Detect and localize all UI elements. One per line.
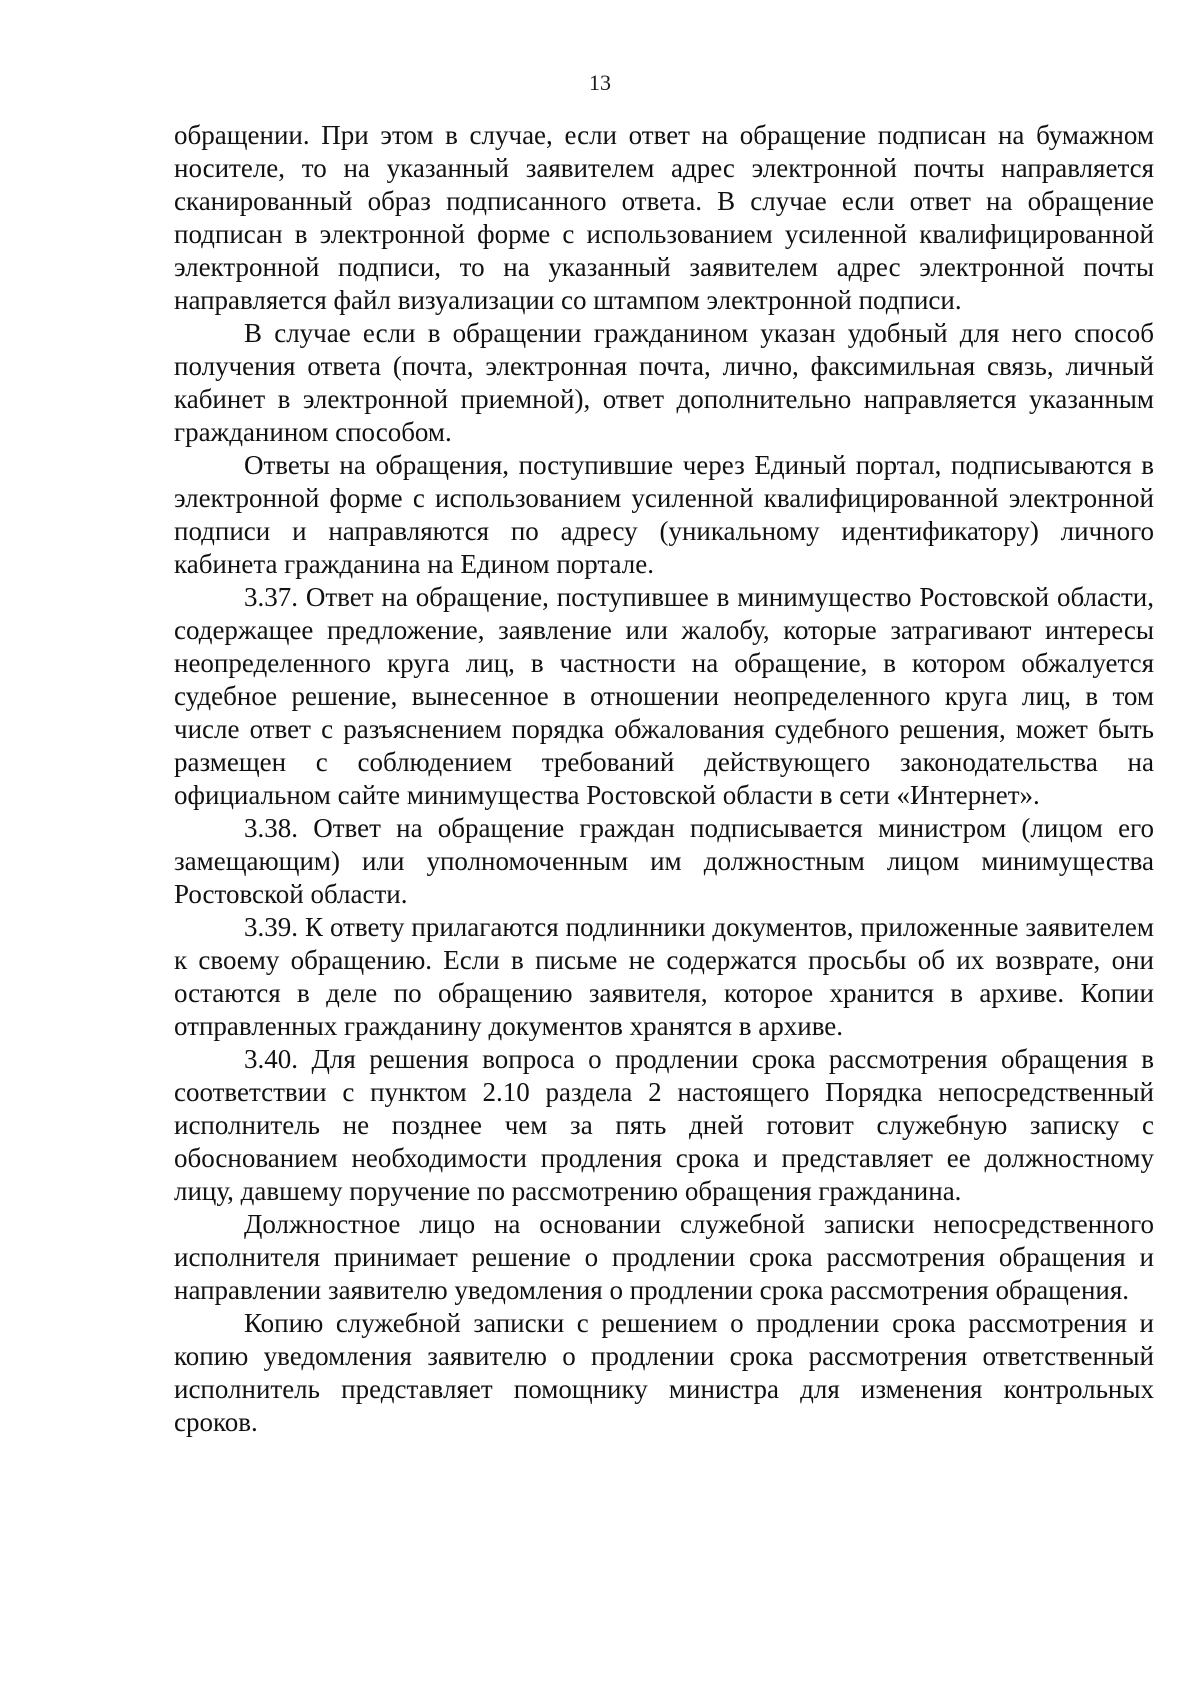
document-body (174, 119, 1154, 1439)
paragraph-copy-submission: Копию служебной записки с решением о продлении срока рассмотрения и копию уведомления заявителю о продлении срока рассмотрения ответственный исполнитель представляет помощнику министра для изменения контрольных сроков. (174, 1308, 1154, 1437)
paragraph-3-39: 3.39. К ответу прилагаются подлинники документов, приложенные заявителем к своему обращению. Если в письме не содержатся просьбы об их возврате, они остаются в деле по обращению заявителя, которое хранится в архиве. Копии отправленных гражданину документов хранятся в архиве. (174, 912, 1154, 1041)
paragraph-3-38: 3.38. Ответ на обращение граждан подписывается министром (лицом его замещающим) или уполномоченным им должностным лицом минимущества Ростовской области. (174, 813, 1154, 909)
page-number: 13 (589, 70, 611, 95)
paragraph-unified-portal-replies: Ответы на обращения, поступившие через Единый портал, подписываются в электронной форме с использованием усиленной квалифицированной электронной подписи и направляются по адресу (уникальному идентификатору) личного кабинета гражданина на Едином портале. (174, 450, 1154, 579)
paragraph-3-40: 3.40. Для решения вопроса о продлении срока рассмотрения обращения в соответствии с пунктом 2.10 раздела 2 настоящего Порядка непосредственный исполнитель не позднее чем за пять дней готовит служебную записку с обоснованием необходимости продления срока и представляет ее должностному лицу, давшему поручение по рассмотрению обращения гражданина. (174, 1044, 1154, 1206)
paragraph-preferred-reply-method: В случае если в обращении гражданином указан удобный для него способ получения ответа (почта, электронная почта, лично, факсимильная связь, личный кабинет в электронной приемной), ответ дополнительно направляется указанным гражданином способом. (174, 318, 1154, 447)
paragraph-3-37: 3.37. Ответ на обращение, поступившее в минимущество Ростовской области, содержащее предложение, заявление или жалобу, которые затрагивают интересы неопределенного круга лиц, в частности на обращение, в котором обжалуется судебное решение, вынесенное в отношении неопределенного круга лиц, в том числе ответ с разъяснением порядка обжалования судебного решения, может быть размещен с соблюдением требований действующего законодательства на официальном сайте минимущества Ростовской области в сети «Интернет». (174, 582, 1154, 810)
paragraph-official-decision: Должностное лицо на основании служебной записки непосредственного исполнителя принимает решение о продлении срока рассмотрения обращения и направлении заявителю уведомления о продлении срока рассмотрения обращения. (174, 1209, 1154, 1305)
paragraph-continuation: обращении. При этом в случае, если ответ на обращение подписан на бумажном носителе, то на указанный заявителем адрес электронной почты направляется сканированный образ подписанного ответа. В случае если ответ на обращение подписан в электронной форме с использованием усиленной квалифицированной электронной подписи, то на указанный заявителем адрес электронной почты направляется файл визуализации со штампом электронной подписи. (174, 120, 1154, 315)
